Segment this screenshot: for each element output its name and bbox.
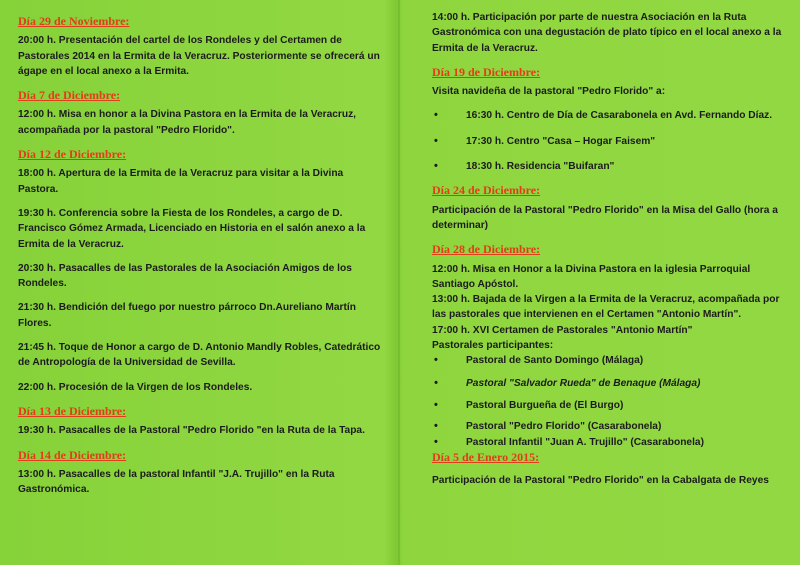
heading-28-diciembre: Día 28 de Diciembre: [432, 242, 541, 257]
right-column [432, 10, 782, 497]
event-text: 19:30 h. Conferencia sobre la Fiesta de los Rondeles, a cargo de D. Francisco Gómez Armada, Licenciado en Historia en el salón anexo a la Ermita de la Veracruz. [18, 207, 366, 250]
event-text: 18:00 h. Apertura de la Ermita de la Veracruz para visitar a la Divina Pastora. [18, 168, 344, 195]
event-text: 20:30 h. Pasacalles de las Pastorales de la Asociación Amigos de los Rondeles. [18, 262, 352, 290]
pastorales-list [432, 353, 782, 449]
heading-19-diciembre: Día 19 de Diciembre: [432, 64, 541, 79]
list-item: • 16:30 h. Centro de Día de Casarabonela en Avd. Fernando Díaz. [432, 108, 782, 123]
heading-14-diciembre: Día 14 de Diciembre: [18, 447, 127, 462]
event-text: Participación de la Pastoral "Pedro Florido" en la Cabalgata de Reyes [432, 475, 769, 487]
event-text: Participación de la Pastoral "Pedro Florido" en la Misa del Gallo (hora a determinar) [432, 204, 778, 231]
heading-29-noviembre: Día 29 de Noviembre: [18, 14, 130, 28]
event-text: 17:00 h. XVI Certamen de Pastorales "Antonio Martín" [432, 324, 693, 336]
list-item: • Pastoral Burgueña de (El Burgo) [432, 398, 782, 413]
heading-24-diciembre: Día 24 de Diciembre: [432, 183, 541, 198]
event-text: 12:00 h. Misa en Honor a la Divina Pastora en la iglesia Parroquial Santiago Apóstol. [432, 263, 751, 290]
visit-list [432, 108, 782, 174]
event-text: 14:00 h. Participación por parte de nuestra Asociación en la Ruta Gastronómica con una degustación de plato típico en el local anexo a la Ermita de la Veracruz. [432, 12, 782, 54]
heading-5-enero: Día 5 de Enero 2015: [432, 449, 540, 464]
page-fold [398, 0, 400, 565]
event-text: Visita navideña de la pastoral "Pedro Florido" a: [432, 86, 666, 98]
heading-7-diciembre: Día 7 de Diciembre: [18, 88, 121, 103]
list-item: • Pastoral Infantil "Juan A. Trujillo" (Casarabonela) [432, 435, 782, 450]
list-item: • Pastoral "Salvador Rueda" de Benaque (Málaga) [432, 376, 782, 391]
list-item: • Pastoral de Santo Domingo (Málaga) [432, 353, 782, 368]
event-text: 13:00 h. Pasacalles de la pastoral Infantil "J.A. Trujillo" en la Ruta Gastronómica. [18, 468, 335, 496]
event-text: 19:30 h. Pasacalles de la Pastoral "Pedro Florido "en la Ruta de la Tapa. [18, 425, 365, 437]
event-text: 21:45 h. Toque de Honor a cargo de D. Antonio Mandly Robles, Catedrático de Antropología de la Universidad de Sevilla. [18, 342, 381, 369]
list-item: • 18:30 h. Residencia "Buifaran" [432, 159, 782, 174]
event-text: 22:00 h. Procesión de la Virgen de los Rondeles. [18, 381, 253, 393]
heading-12-diciembre: Día 12 de Diciembre: [18, 147, 127, 162]
left-column [18, 14, 383, 506]
event-text: 20:00 h. Presentación del cartel de los Rondeles y del Certamen de Pastorales 2014 en la Ermita de la Veracruz. Posteriormente se ofrecerá un ágape en el local anexo a la Ermita. [18, 35, 380, 77]
event-text: Pastorales participantes: [432, 340, 554, 352]
list-item: • Pastoral "Pedro Florido" (Casarabonela) [432, 419, 782, 434]
heading-13-diciembre: Día 13 de Diciembre: [18, 403, 127, 418]
event-text: 21:30 h. Bendición del fuego por nuestro párroco Dn.Aureliano Martín Flores. [18, 302, 356, 329]
event-text: 12:00 h. Misa en honor a la Divina Pastora en la Ermita de la Veracruz, acompañada por la pastoral "Pedro Florido". [18, 109, 357, 136]
list-item: • 17:30 h. Centro "Casa – Hogar Faisem" [432, 134, 782, 149]
event-text: 13:00 h. Bajada de la Virgen a la Ermita de la Veracruz, acompañada por las pastorales que intervienen en el Certamen "Antonio Martín". [432, 294, 780, 321]
